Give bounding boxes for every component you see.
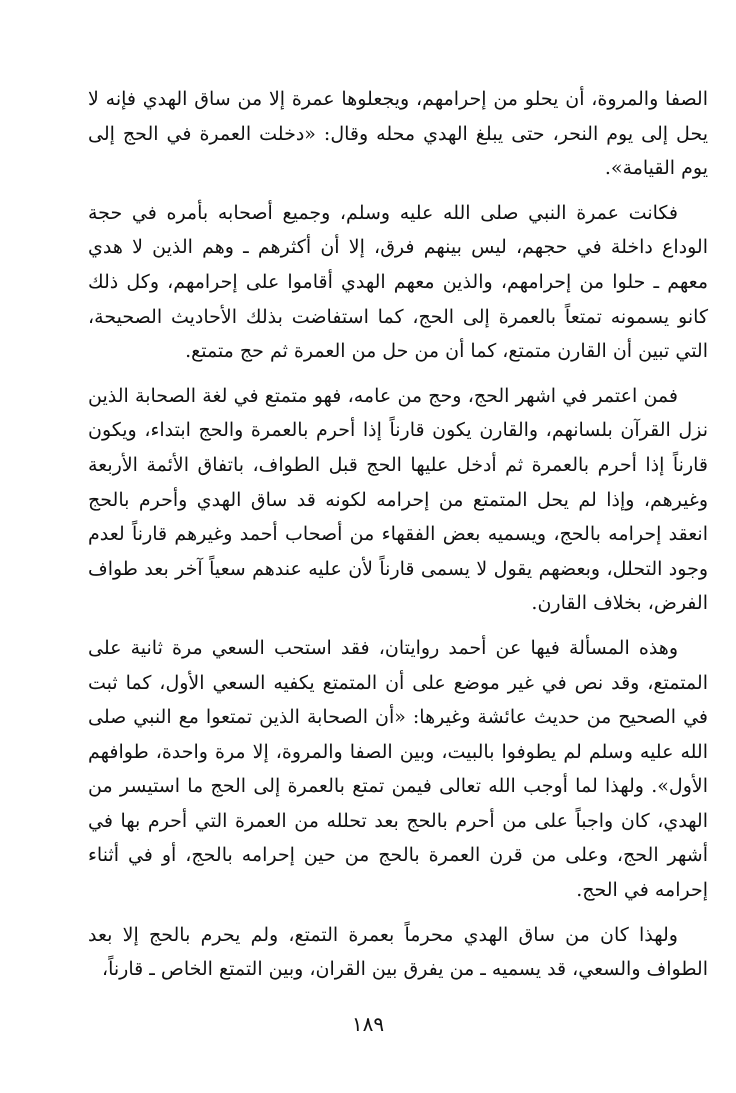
paragraph: الصفا والمروة، أن يحلو من إحرامهم، ويجعلوها عمرة إلا من ساق الهدي فإنه لا يحل إلى يوم النحر، حتى يبلغ الهدي محله وقال: «دخلت العمرة في الحج إلى يوم القيامة». <box>88 88 709 180</box>
body-text <box>88 82 708 997</box>
paragraph: فمن اعتمر في اشهر الحج، وحج من عامه، فهو متمتع في لغة الصحابة الذين نزل القرآن بلسانهم، والقارن يكون قارناً إذا أحرم بالعمرة والحج ابتداء، ويكون قارناً إذا أحرم بالعمرة ثم أدخل عليها الحج قبل الطواف، باتفاق الأئمة الأربعة وغيرهم، وإذا لم يحل المتمتع من إحرامه لكونه قد ساق الهدي وأحرم بالحج انعقد إحرامه بالحج، ويسميه بعض الفقهاء من أصحاب أحمد وغيرهم قارناً لعدم وجود التحلل، وبعضهم يقول لا يسمى قارناً لأن عليه عندهم سعياً آخر بعد طواف الفرض، بخلاف القارن. <box>88 384 708 615</box>
page-number: ١٨٩ <box>351 1012 385 1036</box>
paragraph: وهذه المسألة فيها عن أحمد روايتان، فقد استحب السعي مرة ثانية على المتمتع، وقد نص في غير موضع على أن المتمتع يكفيه السعي الأول، كما ثبت في الصحيح من حديث عائشة وغيرها: «أن الصحابة الذين تمتعوا مع النبي صلى الله عليه وسلم لم يطوفوا بالبيت، وبين الصفا والمروة، إلا مرة واحدة، طوافهم الأول». ولهذا لما أوجب الله تعالى فيمن تمتع بالعمرة إلى الحج ما استيسر من الهدي، كان واجباً على من أحرم بالحج بعد تحلله من العمرة التي أحرم بها في أشهر الحج، وعلى من قرن العمرة بالحج من حين إحرامه بالحج، أو في أثناء إحرامه في الحج. <box>88 636 708 902</box>
paragraph: ولهذا كان من ساق الهدي محرماً بعمرة التمتع، ولم يحرم بالحج إلا بعد الطواف والسعي، قد يسميه ـ من يفرق بين القران، وبين التمتع الخاص ـ قارناً، <box>88 923 708 981</box>
paragraph: فكانت عمرة النبي صلى الله عليه وسلم، وجميع أصحابه بأمره في حجة الوداع داخلة في حجهم، ليس بينهم فرق، إلا أن أكثرهم ـ وهم الذين لا هدي معهم ـ حلوا من إحرامهم، والذين معهم الهدي أقاموا على إحرامهم، وكل ذلك كانو يسمونه تمتعاً بالعمرة إلى الحج، كما استفاضت بذلك الأحاديث الصحيحة، التي تبين أن القارن متمتع، كما أن من حل من العمرة ثم حج متمتع. <box>88 201 708 363</box>
